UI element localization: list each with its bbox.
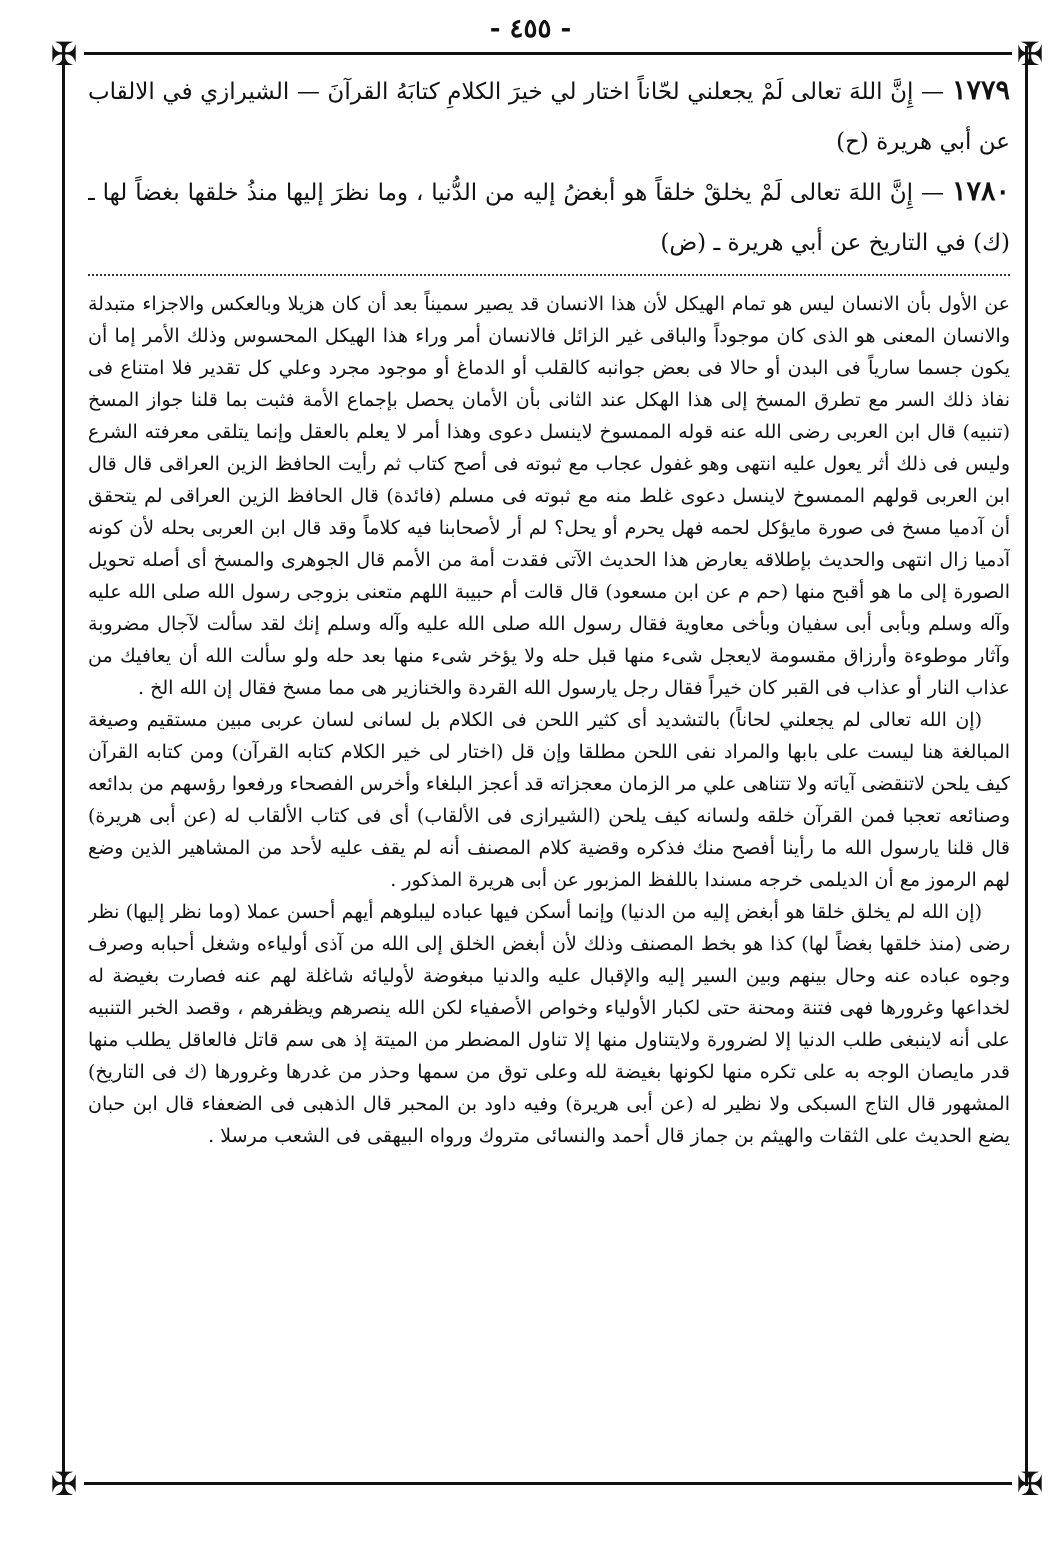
hadith-text: — إِنَّ اللهَ تعالى لَمْ يخلقْ خلقاً هو أبغضُ إليه من الدُّنيا ، وما نظرَ إليها منذُ خلقها بغضاً لها ـ (ك) في التاريخ عن أبي هريرة ـ (ض) bbox=[88, 180, 1010, 256]
hadith-text: — إِنَّ اللهَ تعالى لَمْ يجعلني لحّاناً اختار لي خيرَ الكلامِ كتابَهُ القرآنَ — الشيرازي في الالقاب عن أبي هريرة (ح) bbox=[88, 79, 1010, 155]
commentary-paragraph: (إن الله لم يخلق خلقا هو أبغض إليه من الدنيا) وإنما أسكن فيها عباده ليبلوهم أيهم أحسن عملا (وما نظر إليها) نظر رضى (منذ خلقها بغضاً لها) كذا هو بخط المصنف وذلك لأن أبغض الخلق إلى الله من آذى أولياءه وشغل أحبابه وصرف وجوه عباده عنه وحال بينهم وبين السير إليه والإقبال عليه والدنيا مبغوضة لأوليائه شاغلة لهم عنه فصارت بغيضة له لخداعها وغرورها فهى فتنة ومحنة حتى لكبار الأولياء وخواص الأصفياء لكن الله ينصرهم ويظفرهم ، وقصد الخبر التنبيه على أنه لاينبغى طلب الدنيا إلا لضرورة ولايتناول منها إلا تناول المضطر من الميتة إذ هى سم قاتل فالعاقل يطلب منها قدر مايصان الوجه به على تكره منها لكونها بغيضة لله وعلى توق من سمها وحذر من غدرها وغرورها (ك فى التاريخ) المشهور قال التاج السبكى ولا نظير له (عن أبى هريرة) وفيه داود بن المحبر قال الذهبى فى الضعفاء قال ابن حبان يضع الحديث على الثقات والهيثم بن جماز قال أحمد والنسائى متروك ورواه البيهقى فى الشعب مرسلا . bbox=[88, 901, 1010, 1147]
bottom-border bbox=[84, 1482, 1012, 1485]
commentary bbox=[88, 288, 1010, 1152]
hadith-entry bbox=[88, 66, 1010, 167]
corner-ornament-icon: ✠ bbox=[1016, 35, 1044, 73]
commentary-paragraph: عن الأول بأن الانسان ليس هو تمام الهيكل لأن هذا الانسان قد يصير سميناً بعد أن كان هزيلا وبالعكس والاجزاء متبدلة والانسان المعنى هو الذى كان موجوداً والباقى غير الزائل فالانسان أمر وراء هذا الهيكل المحسوس وذلك الأمر إما أن يكون جسما سارياً فى البدن أو حالا فى بعض جوانبه كالقلب أو الدماغ أو موجود مجرد وعلي كل تقدير فلا امتناع فى نفاذ ذلك السر مع تطرق المسخ إلى هذا الهكل عند الثانى بأن الأمان يحصل بإجماع الأمة فثبت بما قلنا جواز المسخ (تنبيه) قال ابن العربى رضى الله عنه قوله الممسوخ لاينسل دعوى وهذا أمر لا يعلم بالعقل وإنما يتلقى معرفته الشرع وليس فى ذلك أثر يعول عليه انتهى وهو غفول عجاب مع ثبوته فى أصح كتاب ثم رأيت الحافظ الزين العراقى قال قال ابن العربى قولهم الممسوخ لاينسل دعوى غلط منه مع ثبوته فى مسلم (فائدة) قال الحافظ الزين العراقى لم يتحقق أن آدميا مسخ فى صورة مايؤكل لحمه فهل يحرم أو يحل؟ لم أر لأصحابنا فيه كلاماً وقد قال ابن العربى بحله لأن كونه آدميا زال انتهى والحديث بإطلاقه يعارض هذا الحديث الآتى فقدت أمة من الأمم قال الجوهرى والمسخ أى أصله تحويل الصورة إلى ما هو أقبح منها (حم م عن ابن مسعود) قال قالت أم حبيبة اللهم متعنى بزوجى رسول الله صلى الله عليه وآله وسلم وبأبى أبى سفيان وبأخى معاوية فقال رسول الله صلى الله عليه وآله وسلم إنك لقد سألت لآجال مضروبة وآثار موطوءة وأرزاق مقسومة لايعجل شىء منها قبل حله ولا يؤخر شىء منها بعد حله ولو سألت الله أن يعافيك من عذاب النار أو عذاب فى القبر كان خيراً فقال رجل يارسول الله القردة والخنازير هى مما مسخ فقال إن الله الخ . bbox=[88, 293, 1010, 699]
corner-ornament-icon: ✠ bbox=[1016, 1465, 1044, 1503]
page-content bbox=[88, 66, 1010, 1470]
corner-ornament-icon: ✠ bbox=[50, 35, 78, 73]
page-number: - ٤٥٥ - bbox=[489, 14, 572, 44]
hadith-number: ١٧٧٩ bbox=[951, 75, 1010, 106]
section-divider bbox=[88, 274, 1010, 276]
hadith-number: ١٧٨٠ bbox=[951, 176, 1010, 207]
commentary-paragraph: (إن الله تعالى لم يجعلني لحاناً) بالتشديد أى كثير اللحن فى الكلام بل لسانى لسان عربى مبين مستقيم وصيغة المبالغة هنا ليست على بابها والمراد نفى اللحن مطلقا وإن قل (اختار لى خير الكلام كتابه القرآن) ومن كتابه القرآن كيف يلحن لاتنقضى آياته ولا تتناهى علي مر الزمان معجزاته قد أعجز البلغاء وأخرس الفصحاء ورفعوا رؤسهم من بدائعه وصنائعه تعجبا فمن القرآن خلقه ولسانه كيف يلحن (الشيرازى فى الألقاب) أى فى كتاب الألقاب له (عن أبى هريرة) قال قلنا يارسول الله ما رأينا أفصح منك فذكره وقضية كلام المصنف أنه لم يقف عليه لأحد من المشاهير الذين وضع لهم الرموز مع أن الديلمى خرجه مسندا باللفظ المزبور عن أبى هريرة المذكور . bbox=[88, 709, 1010, 891]
hadith-entry bbox=[88, 167, 1010, 268]
corner-ornament-icon: ✠ bbox=[50, 1465, 78, 1503]
